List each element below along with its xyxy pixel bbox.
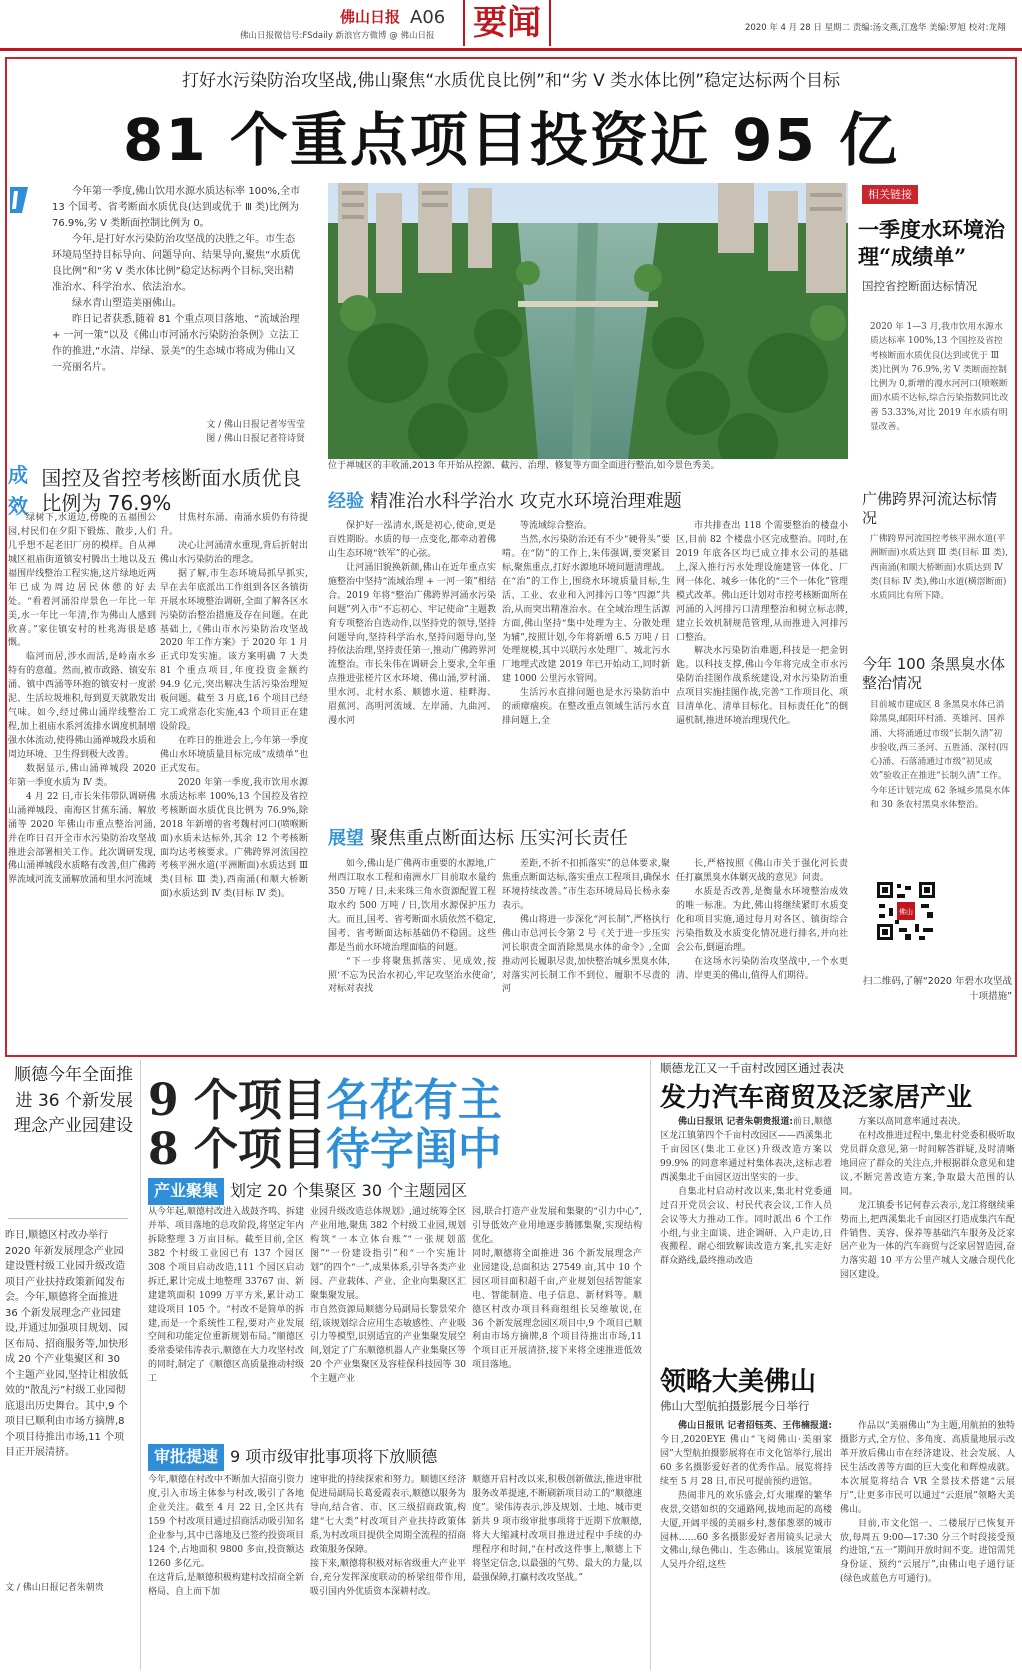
- title-count: 9 个项目: [148, 1075, 326, 1126]
- section-title: 划定 20 个集聚区 30 个主题园区: [230, 1181, 468, 1200]
- section-title: 国控及省控考核断面水质优良比例为 76.9%: [41, 466, 302, 515]
- paragraph: 4 月 22 日,市长朱伟带队调研佛山涌禅城段、南海区甘蕉东涌、解放涌等 2020 年佛山市重点整治河涌,并在昨日召开全市水污染防治攻坚战推进会部署相关工作。此次调研发现,佛山涌禅城段水质略有改善,但广佛跨界流域河流支涌解放涌和里水河流域: [8, 791, 156, 886]
- sidebar-text: 广佛跨界河流国控考核平洲水道(平洲断面)水质达到 Ⅲ 类(目标 Ⅲ 类),西南涌(和顺大桥断面)水质达到 Ⅳ 类(目标 Ⅳ 类),佛山水道(横滘断面)水质同比有所下降。: [870, 534, 1009, 601]
- divider: [8, 1218, 128, 1219]
- article-column: [676, 858, 848, 1050]
- story-byline: [175, 419, 305, 447]
- section-tag: 展望: [328, 828, 364, 849]
- paragraph: 方案以高同意率通过表决。: [858, 1117, 967, 1127]
- paragraph: 目前,市文化馆一、二楼展厅已恢复开放,每周五 9:00—17:30 分三个时段接受预约进馆,“五一”期间开放时间不变。进馆需凭身份证、预约“云展厅”,由佛山电子通行证(绿色或蓝色方可通行)。: [840, 1518, 1015, 1585]
- section-title: 要闻: [463, 0, 551, 46]
- intro-mark-icon: [8, 185, 30, 215]
- qr-caption: 扫二维码,了解“2020 年碧水攻坚战十项措施”: [862, 976, 1012, 1002]
- date-line: 2020 年 4 月 28 日 星期二 责编:汤文燕,江逸华 美编:罗旭 校对:龙翔: [745, 23, 1006, 33]
- paragraph: 如今,佛山是广佛两市重要的水源地,广州西江取水工程和南洲水厂目前取水量约 350 万吨 / 日,未来珠三角水资源配置工程取水约 500 万吨 / 日,饮用水源保护压力大。而且,国考、省考断面水质依然不稳定,国考、省考断面达标基础仍不稳固。这些都是当前水环境治理面临的问题。: [328, 859, 496, 953]
- sidebar-heading: 广佛跨界河流达标情况: [862, 490, 998, 527]
- intro-para: 昨日记者获悉,随着 81 个重点项目落地、“流域治理 + 一河一策”以及《佛山市河涌水污染防治条例》立法工作的推进,“水清、岸绿、景美”的生态城市将成为佛山又一亮丽名片。: [52, 314, 300, 373]
- article-column: [8, 512, 156, 1052]
- article-column: [328, 520, 496, 815]
- article-column: [660, 1116, 832, 1356]
- section-tag: 经验: [328, 491, 364, 512]
- article-column: 今年,顺德在村改中不断加大招商引资力度,引入市场主体参与村改,吸引了各地企业关注。截至 4 月 22 日,全区共有 159 个村改项目通过招商活动吸引知名企业参与,其中已落地及已签约投资项目 124 个,占地面积 9800 多亩,投资额达 1260 多亿元。 在这背后,是顺德积极构建村改招商全新格局、自上而下加: [148, 1475, 304, 1597]
- paragraph: 生活污水直排问题也是水污染防治中的顽瘴痼疾。在整改重点领域生活污水直排问题上,全: [502, 688, 670, 727]
- paragraph: 解决水污染防治难题,科技是一把金钥匙。以科技支撑,佛山今年将完成全市水污染防治挂图作战系统建设,对水污染防治重点项目实施挂图作战,完善“工作项目化、项目清单化、清单目标化、目标责任化”的倒逼机制,推进环境治理现代化。: [676, 646, 848, 727]
- paragraph: 临河而居,涉水而活,是岭南水乡特有的意蕴。然而,被市政路、镇安东涌、镇中西涌等环抱的镇安村一度淤泥、生活垃圾堆积,每到夏天就散发出气味。如今,经过佛山涌岸线整治工程,加上祖庙水系河流排水调度机制增强水体流动,使得佛山涌禅城段水质和周边环境、卫生得到极大改善。: [8, 652, 156, 760]
- byline-photo: 图 / 佛山日报记者符诗贤: [206, 433, 305, 444]
- paragraph: 绿树下,水道边,傍晚的五福围公园,村民们在夕阳下锻炼、散步,人们几乎想不起老旧厂房的模样。自从禅城区祖庙街道镇安村腾出土地以及五福围岸线整治工程实施,这片绿地近两年已成为周边居民休憩的好去处。“看着河涌沿岸景色一年比一年美,水一年比一年清,作为佛山人感到欣喜。”家住镇安村的杜兆海很是感慨。: [8, 513, 156, 649]
- longjiang-title: 发力汽车商贸及泛家居产业: [660, 1083, 973, 1113]
- aerial-expo-title: 领略大美佛山: [660, 1367, 817, 1397]
- article-column: 顺德开启村改以来,积极创新做法,推进审批服务改革提速,不断刷新项目动工的“顺德速度”。梁伟涛表示,涉及规划、土地、城市更新共 9 项市级审批事项将于近期下放顺德,将大大缩减村改项目推进过程中手续的办理程序和时间,“在村改这件事上,顺德上下将坚定信念,以最强的气势、最大的力量,以最强保障,打赢村改攻坚战。”: [472, 1475, 642, 1583]
- related-link-tag: 相关链接: [862, 185, 918, 204]
- article-column: [660, 1420, 832, 1672]
- section-experience-heading: [328, 488, 848, 516]
- paragraph: 保护好一泓清水,既是初心,使命,更是百姓期盼。水质的每一点变化,都牵动着佛山生态环境“铁军”的心弦。: [328, 521, 496, 559]
- paragraph: 在村改推进过程中,集北村党委积极听取党员群众意见,第一时间解答群疑,及时清晰地回应了群众的关注点,并根据群众意见和建议,不断完善改造方案,争取最大范围的认同。: [840, 1130, 1015, 1197]
- byline-text: 文 / 佛山日报记者岑雪莹: [206, 420, 305, 430]
- section-title: 9 项市级审批事项将下放顺德: [230, 1447, 438, 1466]
- paragraph-text: 前日,顺德区龙江镇第四个千亩村改园区——西溪集北千亩园区(集北工业区)升级改造方案以 99.9% 的同意率通过村集体表决,这标志着西溪集北千亩园区迈出坚实的一步。: [660, 1117, 832, 1183]
- sidebar-subtitle: 国控省控断面达标情况: [862, 279, 977, 293]
- article-column: [160, 512, 308, 1052]
- sidebar-title: 一季度水环境治理“成绩单”: [858, 217, 1005, 270]
- sidebar-text: 目前城市建成区 8 条黑臭水体已消除黑臭,邮阳环村涌、英雄河、国养涌、大将涌通过市级“长制久清”初步验收,西三圣河、五胜涌、深村(四心)涌、石落涌通过市级“初见成效”验收正在推进“长制久清”工作。今年还计划完成 62 条城乡黑臭水体和 30 条农村黑臭水体整治。: [870, 700, 1010, 810]
- main-title-line2: [148, 1116, 502, 1184]
- article-column: [328, 858, 496, 1050]
- story-kicker: 打好水污染防治攻坚战,佛山聚焦“水质优良比例”和“劣 V 类水体比例”稳定达标两个目标: [181, 71, 841, 91]
- paragraph: [660, 1186, 832, 1270]
- column-divider: [140, 1060, 141, 1670]
- paragraph: [660, 1490, 832, 1574]
- article-column: [840, 1116, 1015, 1356]
- section-outlook-heading: [328, 825, 848, 853]
- article-column: 从今年起,顺德村改进入战鼓齐鸣、拆建并举、项目落地的总攻阶段,将坚定年内拆除整理 3 万亩目标。截至目前,全区 382 个村级工业园已有 137 个园区 308 个项目启动改造,111 个园区启动拆迁,累计完成土地整理 33767 亩、新建建筑面积 1099 万平方米,累计动工建设项目 105 个。“村改不是简单的拆建,而是一个系统性工程,要对产业发展空间和功能定位重新规划布局。”顺德区委常委梁伟涛表示,顺德在大力攻坚村改的同时,制定了《顺德区高质量推动村级工: [148, 1207, 304, 1385]
- paragraph-text: 自集北村启动村改以来,集北村党委通过召开党员会议、村民代表会议,工作人员会议等大力推动工作。同时派出 6 个工作小组,与业主面谈、进企调研、入户走访,日夜搬程、耐心细致解读改造方案,扎实走好群众路线,最终推动改造: [660, 1186, 832, 1267]
- section-tag: 产业聚集: [148, 1178, 224, 1205]
- approval-heading: [148, 1444, 437, 1471]
- paragraph: 佛山将进一步深化“河长制”,严格执行佛山市总河长令第 2 号《关于进一步压实河长职责全面消除黑臭水体的命令》,全面推动河长履职尽责,加快整治城乡黑臭水体,对落实河长制工作不到位、履职不尽责的河: [502, 914, 670, 995]
- title-highlight: 待字闺中: [325, 1124, 502, 1175]
- article-column: [676, 520, 848, 815]
- river-aerial-photo: [328, 183, 848, 459]
- paragraph: 甘焦村东涌、南涌水质仍有待提升。: [160, 513, 308, 537]
- paragraph: 市共排查出 118 个需要整治的楼盘小区,目前 82 个楼盘小区完成整治。同时,在 2019 年底各区均已成立排水公司的基础上,深入推行污水处理设施建管一体化、厂网一体化、城乡一体化的“三个一体化”管理模式改革。佛山还计划对市控考核断面所在河涌的入河排污口清理整治和树立标志牌,建立长效机制规范管理,从而推进入河排污口整治。: [676, 521, 848, 643]
- paragraph: 让河涌旧貌换新颜,佛山在近年重点实施整治中坚持“流域治理 + 一河一策”相结合。2019 年将“整治广佛跨界河涌水污染问题”列入市“不忘初心、牢记使命”主题教育专项整治自选动作,以坚持党的领导,坚持问题导向,坚持科学治水,坚持问题导向,坚持依法治理,坚持责任第一,推动广佛跨界河流整治。市长朱伟在调研会上要求,全年重点推进张槎片区水环境、佛山涌,罗村涌、里水河、北村水系、顺德水道、桂畔海、眉蕉河、高明河流域、左岸涌、九曲河、漫水河: [328, 562, 496, 727]
- shunde-byline: 文 / 佛山日报记者朱朝贵: [5, 1583, 104, 1593]
- longjiang-kicker: 顺德龙江又一千亩村改园区通过表决: [660, 1061, 844, 1075]
- shunde-headline: 顺德今年全面推进 36 个新发展理念产业园建设: [14, 1065, 133, 1136]
- paragraph: 据了解,市生态环境局抓早抓实,早在去年底派出工作组到各区各镇街开展水环境整治调研,全面了解各区水污染防治整治措施及存在问题。在此基础上,《佛山市水污染防治攻坚战 2020 年工作方案》于 2020 年 1 月正式印发实施。该方案明确 7 大类 81 个重点项目,年度投资金额约 94.9 亿元,突出解决生活污染治理短板问题。截至 3 月底,16 个项目已经完工或常态化实施,43 个项目正在建设阶段。: [160, 568, 308, 733]
- section-title: 精准治水科学治水 攻克水环境治理难题: [370, 491, 682, 512]
- article-column: [502, 520, 670, 815]
- paragraph: 差距,不折不扣抓落实”的总体要求,聚焦重点断面达标,落实重点工程项目,确保水环境持续改善。”市生态环境局局长杨永泰表示。: [502, 859, 670, 911]
- story-intro: [52, 184, 302, 376]
- dateline-lead: 佛山日报讯 记者招钰英、王伟楠报道:: [678, 1421, 832, 1431]
- paragraph: 在昨日的推进会上,今年第一季度佛山水环境质量目标完成“成绩单”也正式发布。: [160, 736, 308, 774]
- masthead-rule: [0, 48, 1022, 51]
- article-column: [502, 858, 670, 1050]
- aerial-expo-subtitle: 佛山大型航拍摄影展今日举行: [660, 1399, 810, 1413]
- paragraph: 2020 年第一季度,我市饮用水源水质达标率 100%,13 个国控及省控考核断面水质优良比例为 76.9%,除 2018 年新增的省考魏村河口(喷喉断面)水质未达标外,其余 12 个考核断面均达考核要求。广佛跨界河流国控考核平洲水道(平洲断面)水质达到 Ⅲ 类(目标 Ⅲ 类),西南涌(和顺大桥断面)水质达到 Ⅳ 类(目标 Ⅳ 类)。: [160, 777, 308, 900]
- story-headline: 81 个重点项目投资近 95 亿: [122, 106, 899, 174]
- dateline-lead: 佛山日报讯 记者朱朝贵报道:: [678, 1117, 794, 1127]
- qr-logo-text: 佛山: [899, 908, 913, 916]
- paragraph: [660, 1420, 832, 1490]
- article-column: [840, 1420, 1015, 1672]
- paragraph-text: 热闹非凡的欢乐盛会,灯火璀璨的繁华夜景,交错如织的交通路网,拔地而起的高楼大厦,开阔平缓的美丽乡村,葱郁葱翠的城市园林……60 多名摄影爱好者用镜头记录大文佛山,绿色佛山、生态佛山。该展览策展人吴丹介绍,这些: [660, 1490, 832, 1571]
- paragraph: 龙江镇委书记何春云表示,龙江将继续乘势而上,把西溪集北千亩园区打造成集汽车配件销售、美容、保养等基础汽车服务及泛家居产业为一体的汽车商贸与泛家居智造园,奋力落实超 10 平方公里产城人文融合现代化园区建设。: [840, 1200, 1015, 1281]
- title-count: 8 个项目: [148, 1124, 326, 1175]
- article-column: 业园升级改造总体规划》,通过统筹全区产业用地,聚焦 382 个村级工业园,规划构筑“一本立体台账”“一张规划蓝图”“一份建设指引”和“一个实施计划”的四个“一”,成果体系,引导各类产业园、产业载体、产业、企业向集聚区汇聚集聚发展。 市自然资源局顺德分局副局长黎景荣介绍,该规划综合应用生态敏感性、产业吸引力等模型,识别适宜的产业集聚发展空间,划定了广东顺德机器人产业集聚区等 20 个产业集聚区及容桂保科技园等 30 个主题产业: [310, 1207, 466, 1385]
- shunde-intro: 昨日,顺德区村改办举行 2020 年新发展理念产业园建设暨村级工业园升级改造项目产业扶持政策新闻发布会。今年,顺德将全面推进 36 个新发展理念产业园建设,并通过加强项目规划、园区布局、招商服务等,加快形成 20 个产业集聚区和 30 个主题产业园,坚持让相放低效的“散乱污”村级工业园彻底退出历史舞台。其中,9 个项目已顺利由市场方摘牌,8 个项目待推出市场,11 个项目正开展清挤。: [5, 1230, 129, 1458]
- paragraph: 数据显示,佛山涌禅城段 2020 年第一季度水质为 Ⅳ 类。: [8, 763, 156, 788]
- paragraph: 作品以“美丽佛山”为主题,用航拍的独特摄影方式,全方位、多角度、高质量地展示改革开放后佛山市在经济建设、社会发展、人民生活改善等方面的巨大变化和辉煌成就。本次展览将结合 VR 全景技术搭建“云展厅”,让更多市民可以通过“云逛展”领略大美佛山。: [840, 1421, 1015, 1515]
- paragraph: 水质是否改善,是衡量水环境整治成效的唯一标准。为此,佛山将继续紧盯水质变化和项目实施,通过每月对各区、镇街综合污染指数及水质变化情况进行排名,并向社会公布,倒逼治理。: [676, 886, 848, 953]
- page-number: A06: [410, 7, 446, 28]
- paragraph: “下一步将聚焦抓落实、见成效,按照‘不忘为民治水初心,牢记攻坚治水使命’,对标对表找: [328, 956, 496, 995]
- paragraph: 长,严格按照《佛山市关于强化河长责任打赢黑臭水体剿灭战的意见》问责。: [676, 859, 848, 883]
- title-highlight: 名花有主: [325, 1075, 502, 1126]
- article-column: 速审批的持续探索和努力。顺德区经济促进局副局长葛爱霞表示,顺德以服务为导向,结合省、市、区三级招商政策,构建“七大类”村改项目产业扶持政策体系,为村改项目提供全周期全流程的招商政策服务保障。 接下来,顺德将积极对标省级重大产业平台,充分发挥深度联动的桥梁纽带作用,吸引国内外优质资本深耕村改。: [310, 1475, 466, 1597]
- sidebar-text: 2020 年 1—3 月,我市饮用水源水质达标率 100%,13 个国控及省控考核断面水质优良(达到或优于 Ⅲ 类)比例为 76.9%,劣 V 类断面控制比例为 0,新增的漫水河河口(喷喉断面)水质不达标,综合污染指数同比改善 53.33%,对比 2019 年水质有明显改善。: [870, 322, 1009, 432]
- qr-code[interactable]: [875, 880, 937, 942]
- paragraph: 等流域综合整治。: [520, 521, 593, 531]
- column-divider: [650, 1060, 651, 1670]
- intro-para: 今年,是打好水污染防治攻坚战的决胜之年。市生态环境局坚持目标导向、问题导向、结果导向,聚焦“水质优良比例”和“劣 V 类水体比例”稳定达标两个目标,突出精准治水、科学治水、依法治水。: [52, 234, 301, 293]
- section-tag: 审批提速: [148, 1444, 224, 1471]
- paragraph: 在这场水污染防治攻坚战中,一个水更清、岸更美的佛山,值得人们期待。: [676, 956, 848, 981]
- paragraph: [660, 1116, 832, 1186]
- paragraph-text: 今日,2020EYE 佛山“飞阅佛山·美丽家园”大型航拍摄影展将在市文化馆举行,展出 60 多名摄影爱好者的优秀作品。展览将持续至 5 月 28 日,市民可提前预约进馆。: [660, 1434, 832, 1487]
- section-tag: 成效: [8, 463, 28, 518]
- industry-cluster-heading: [148, 1178, 467, 1205]
- masthead-subline: 佛山日报微信号:FSdaily 新浪官方微博 @ 佛山日报: [240, 31, 435, 41]
- photo-caption: 位于禅城区的丰收涌,2013 年开始从控源、截污、治理、修复等方面全面进行整治,如今景色秀美。: [328, 461, 720, 471]
- section-title: 聚焦重点断面达标 压实河长责任: [370, 828, 628, 849]
- paragraph: 当然,水污染防治还有不少“硬骨头”要啃。在“防”的工作上,朱伟强调,要突紧目标,聚焦重点,打好水源地环境问题清理战。在“治”的工作上,围绕水环境质量目标,生活、工业、农业和入河排污口等“四源”共治,从而突出精准治水。在全域治理生活源方面,佛山坚持“集中处理为主、分散处理为辅”,按照计划,今年将新增 6.5 万吨 / 日处理规模,其中兴联污水处理厂、城北污水厂地埋式改建 2019 年已开始动工,同时新建 1000 公里污水管网。: [502, 534, 670, 685]
- intro-para: 绿水青山塑造美丽佛山。: [72, 298, 182, 309]
- newspaper-logo: 佛山日报: [340, 8, 401, 26]
- sidebar-heading: 今年 100 条黑臭水体整治情况: [862, 655, 1006, 692]
- article-column: 园,联合打造产业发展和集聚的“引力中心”,引导低效产业用地逐步腾挪集聚,实现结构优化。 同时,顺德将全面推进 36 个新发展理念产业园建设,总面积达 27549 亩,其中 10 个园区项目面积超千亩,产业规划包括智能家电、智能制造、电子信息、新材料等。顺德区村改办项目科商组组长吴维敏说,在 36 个新发展理念园区项目中,9 个项目已顺利由市场方摘牌,8 个项目待推出市场,11 个项目正开展清挤,接下来将全速推进低效项目落地。: [472, 1207, 642, 1371]
- paragraph: 决心让河涌清水重现,背后折射出佛山水污染防治的理念。: [160, 540, 308, 565]
- intro-para: 今年第一季度,佛山饮用水源水质达标率 100%,全市 13 个国考、省考断面水质优良(达到或优于 Ⅲ 类)比例为 76.9%,劣 V 类断面控制比例为 0。: [52, 186, 301, 229]
